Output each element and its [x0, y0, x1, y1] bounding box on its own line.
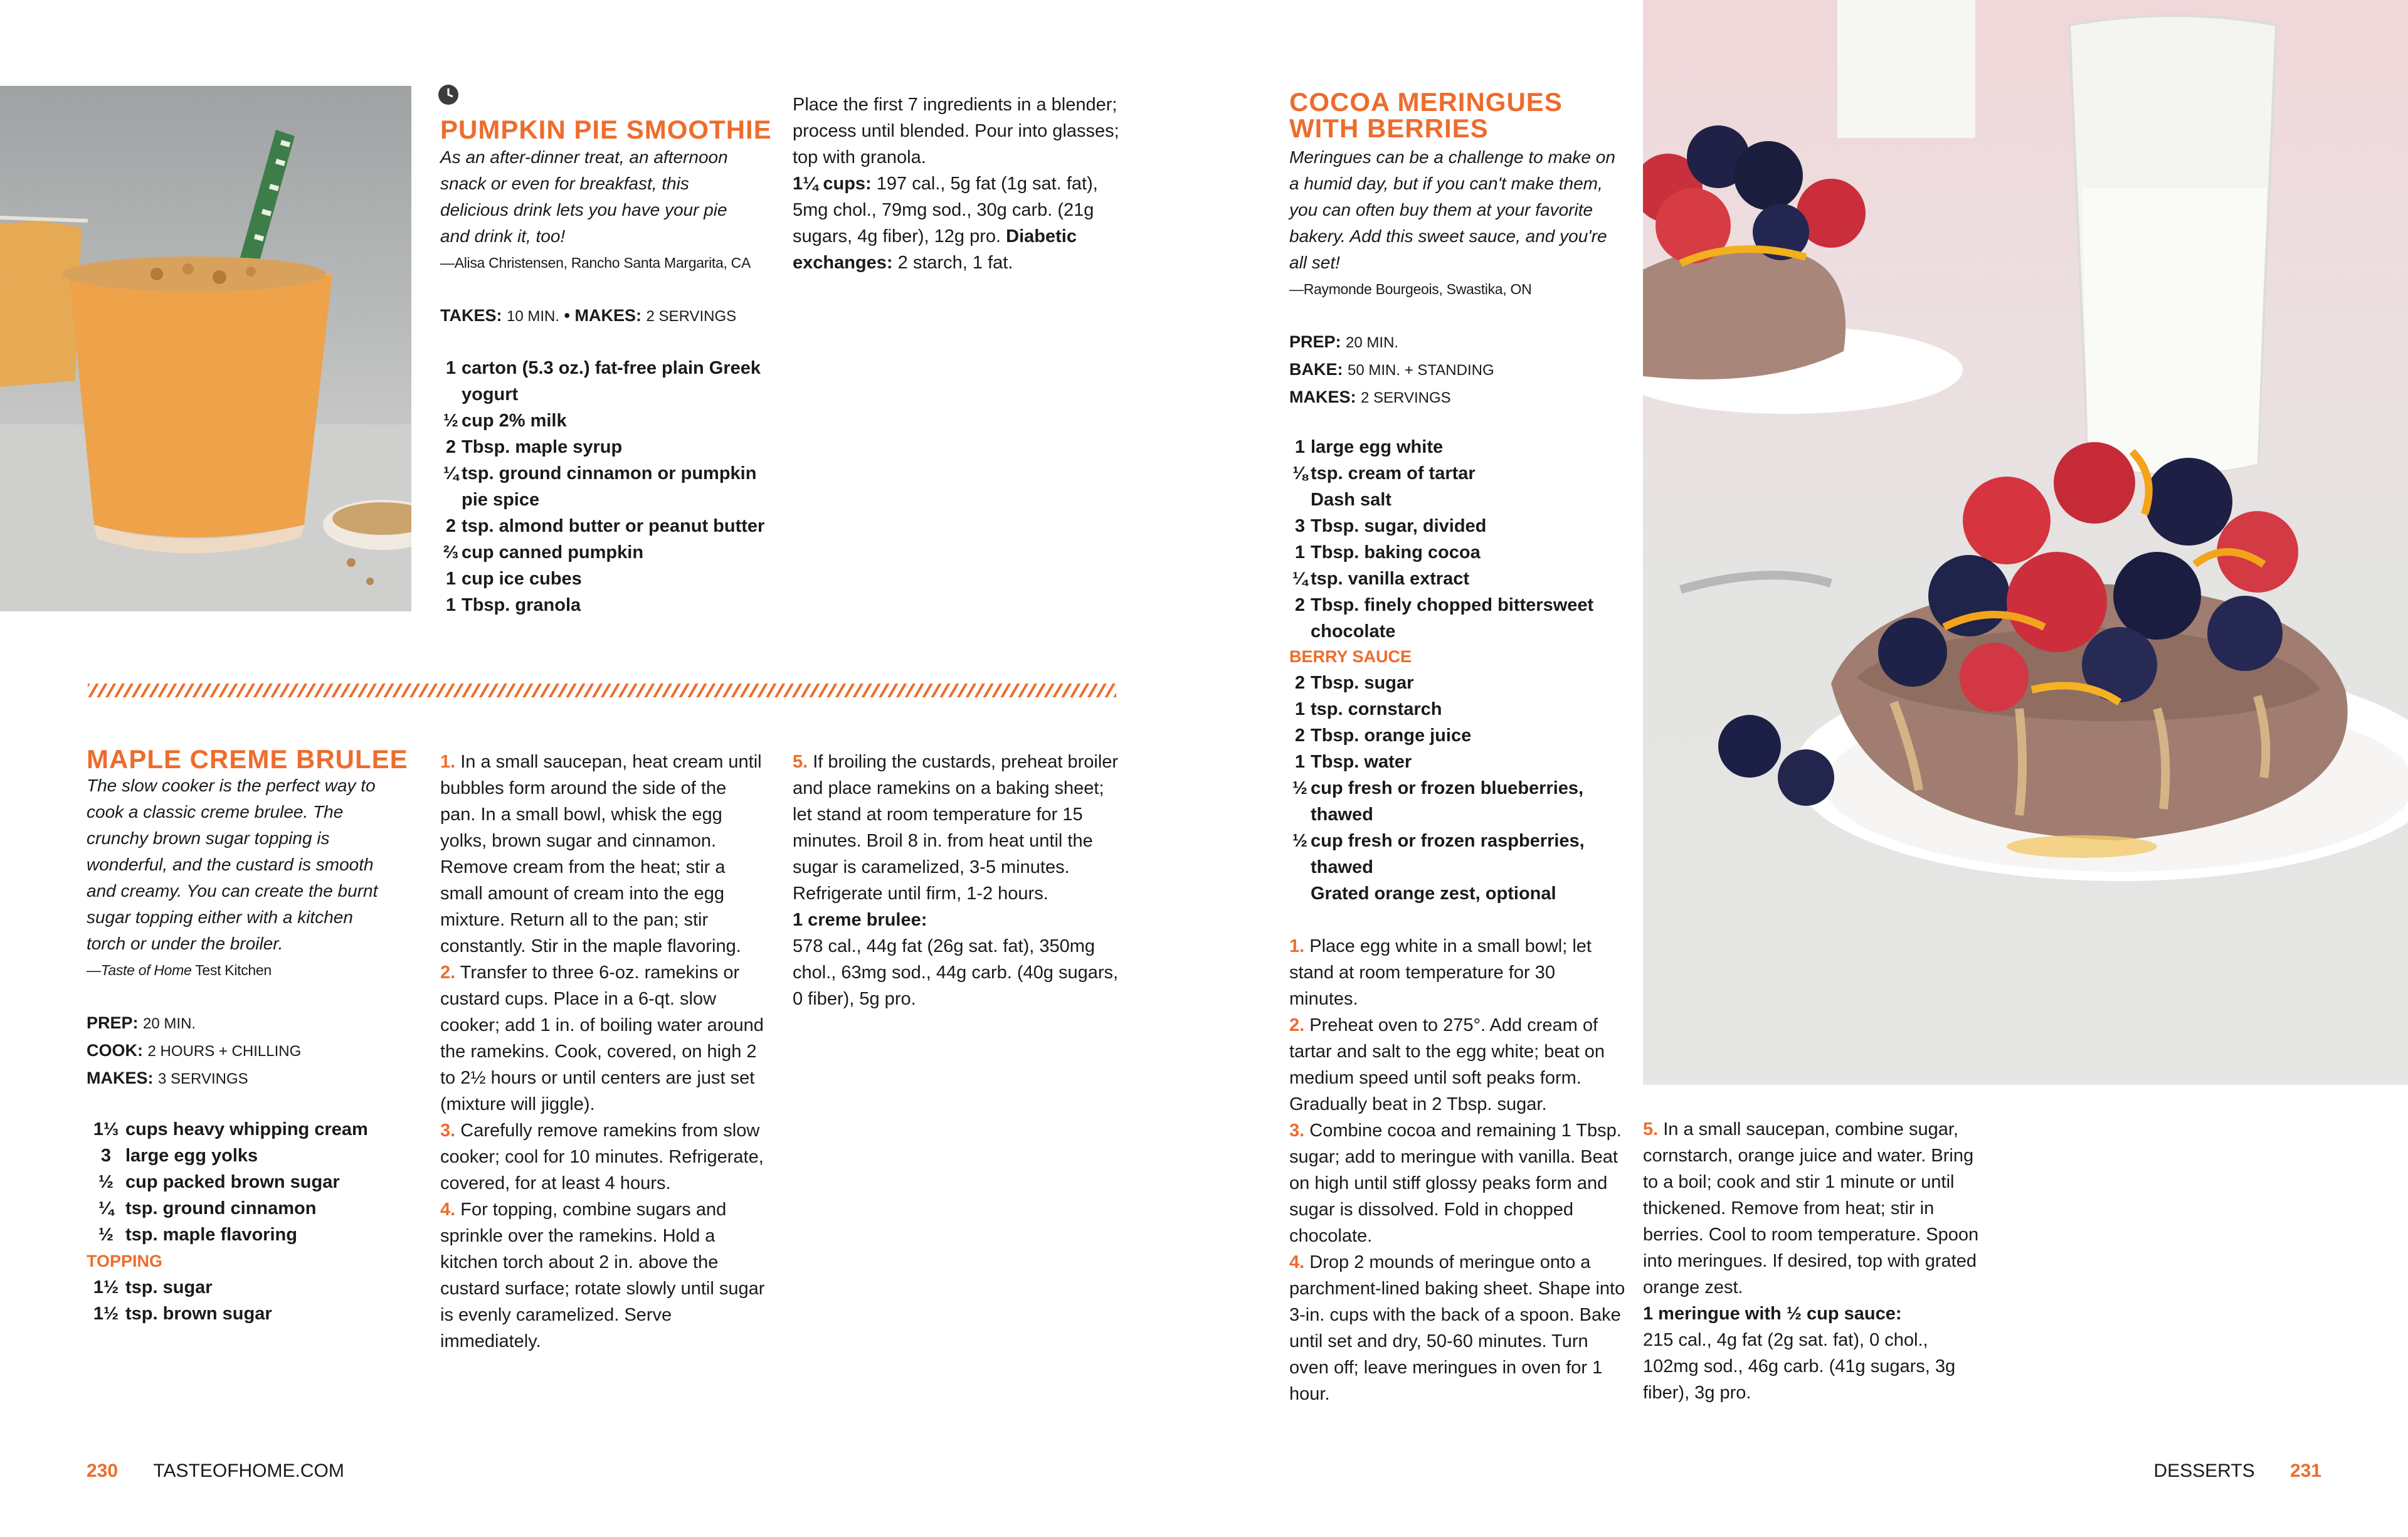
direction-step — [440, 749, 766, 959]
prep-label: PREP: — [1289, 332, 1341, 351]
prep-label: PREP: — [87, 1013, 139, 1032]
ingredient-text: Tbsp. granola — [462, 595, 581, 615]
ingredient-quantity — [1289, 487, 1311, 513]
ingredient-text: tsp. cornstarch — [1311, 699, 1442, 719]
ingredient-quantity: ¼ — [98, 1198, 114, 1218]
step-text: Drop 2 mounds of meringue onto a parchment-lined baking sheet. Shape into 3-in. cups with the back of a spoon. Bake until set and dry, 50-60 minutes. Turn oven off; leave meringues in oven for 1 hour. — [1289, 1252, 1625, 1404]
nutrition-text: 578 cal., 44g fat (26g sat. fat), 350mg chol., 63mg sod., 44g carb. (40g sugars, 0 fiber), 5g pro. — [793, 936, 1119, 1009]
makes-value: 2 SERVINGS — [1361, 389, 1451, 406]
ingredient-text: cup 2% milk — [462, 411, 567, 431]
topping-heading: TOPPING — [87, 1252, 163, 1270]
direction-step — [1289, 1117, 1628, 1249]
ingredient-text: Tbsp. sugar — [1311, 673, 1414, 693]
ingredient-text: Grated orange zest, optional — [1311, 884, 1556, 904]
ingredient-item — [440, 539, 766, 566]
step-text: Combine cocoa and remaining 1 Tbsp. sugar; add to meringue with vanilla. Beat on high until stiff glossy peaks form and sugar is dissolved. Fold in chopped chocolate. — [1289, 1121, 1622, 1246]
ingredient-item — [1289, 749, 1622, 775]
ingredient-item — [1289, 828, 1622, 880]
ingredient-text: Tbsp. maple syrup — [462, 437, 623, 457]
ingredient-quantity: 1 — [1294, 542, 1306, 563]
byline: —Raymonde Bourgeois, Swastika, ON — [1289, 281, 1532, 297]
ingredient-text: Tbsp. baking cocoa — [1311, 542, 1481, 563]
smoothie-illustration — [0, 86, 411, 611]
diabetic-text: 2 starch, 1 fat. — [897, 253, 1013, 273]
nutrition-label: 1 meringue with ½ cup sauce: — [1643, 1304, 1902, 1324]
ingredient-text: tsp. ground cinnamon or pumpkin pie spice — [462, 463, 757, 510]
ingredient-list-meringue — [1289, 434, 1622, 645]
ingredient-text: large egg yolks — [125, 1146, 258, 1166]
ingredient-text: large egg white — [1311, 437, 1444, 457]
step-text: Place egg white in a small bowl; let stand at room temperature for 30 minutes. — [1289, 936, 1592, 1009]
ingredient-quantity: 1 — [1294, 699, 1306, 719]
step-text: Preheat oven to 275°. Add cream of tartar and salt to the egg white; beat on medium speed until soft peaks form. Gradually beat in 2 Tbsp. sugar. — [1289, 1015, 1605, 1114]
nutrition-text: 215 cal., 4g fat (2g sat. fat), 0 chol., 102mg sod., 46g carb. (41g sugars, 3g fiber), 3g pro. — [1643, 1330, 1956, 1403]
direction-step — [440, 1196, 766, 1355]
ingredient-quantity: 1⅓ — [93, 1119, 119, 1139]
clock-icon — [438, 84, 459, 105]
step-text: In a small saucepan, heat cream until bubbles form around the side of the pan. In a small bowl, whisk the egg yolks, brown sugar and cinnamon. Remove cream from the heat; stir a small amount of cream into the egg mixture. Return all to the pan; stir constantly. Stir in the maple flavoring. — [440, 752, 762, 956]
direction-step — [1289, 1249, 1628, 1407]
meringue-illustration — [1643, 0, 2408, 1085]
ingredient-item — [1289, 539, 1622, 566]
nutrition-facts — [793, 907, 1119, 1012]
step-text: If broiling the custards, preheat broiler and place ramekins on a baking sheet; let stand at room temperature for 15 minutes. Broil 8 in. from heat until the sugar is caramelized, 3-5 minutes. Refrigerate until firm, 1-2 hours. — [793, 752, 1119, 904]
ingredient-quantity: 3 — [100, 1146, 112, 1166]
directions-meringue-col2 — [1643, 1116, 1982, 1406]
ingredient-quantity: 1 — [445, 595, 457, 615]
direction-step — [1643, 1116, 1982, 1301]
cook-label: COOK: — [87, 1041, 143, 1060]
intro-text: As an after-dinner treat, an afternoon snack or even for breakfast, this delicious drink lets you have your pie and drink it, too! — [440, 147, 728, 246]
ingredient-item — [87, 1116, 413, 1143]
site-name: TASTEOFHOME.COM — [153, 1460, 344, 1481]
ingredient-text: Dash salt — [1311, 490, 1391, 510]
makes-label: MAKES: — [574, 306, 642, 325]
byline — [87, 957, 381, 983]
nutrition-label: 1 creme brulee: — [793, 910, 927, 930]
ingredient-text: Tbsp. orange juice — [1311, 726, 1472, 746]
ingredient-quantity: 2 — [1294, 673, 1306, 693]
ingredient-quantity: 3 — [1294, 516, 1306, 536]
bake-value: 50 MIN. + STANDING — [1348, 362, 1494, 379]
ingredient-quantity: 2 — [1294, 726, 1306, 746]
meta-separator: • — [559, 306, 575, 325]
step-text: For topping, combine sugars and sprinkle over the ramekins. Hold a kitchen torch about 2 in. above the custard surface; rotate slowly until sugar is evenly caramelized. Serve immediately. — [440, 1200, 765, 1351]
ingredient-item — [87, 1169, 413, 1195]
takes-value: 10 MIN. — [507, 308, 560, 325]
title-line2: WITH BERRIES — [1289, 114, 1489, 143]
direction-step — [1289, 1012, 1628, 1117]
footer-right — [2153, 1459, 2321, 1484]
ingredient-quantity: ¼ — [443, 463, 459, 483]
berry-sauce-heading: BERRY SAUCE — [1289, 647, 1412, 666]
ingredient-item — [440, 434, 766, 460]
ingredient-text: tsp. almond butter or peanut butter — [462, 516, 765, 536]
smoothie-photo — [0, 86, 411, 611]
step-number: 3. — [440, 1121, 456, 1141]
ingredient-item — [440, 513, 766, 539]
ingredient-text: tsp. brown sugar — [125, 1304, 272, 1324]
direction-step — [440, 1117, 766, 1196]
ingredient-text: Tbsp. finely chopped bittersweet chocolate — [1311, 595, 1594, 642]
ingredient-item — [1289, 670, 1622, 696]
ingredient-text: cup packed brown sugar — [125, 1172, 340, 1192]
ingredient-quantity: 1½ — [93, 1277, 119, 1297]
section-name: DESSERTS — [2153, 1460, 2255, 1481]
recipe-title-brulee: MAPLE CREME BRULEE — [87, 744, 408, 774]
ingredient-list-sauce — [1289, 670, 1622, 907]
intro-text: The slow cooker is the perfect way to cook a classic creme brulee. The crunchy brown sugar topping is wonderful, and the custard is smooth and creamy. You can create the burnt sugar topping either with a kitchen torch or under the broiler. — [87, 776, 378, 953]
ingredient-quantity — [1289, 880, 1311, 907]
recipe-title-pumpkin: PUMPKIN PIE SMOOTHIE — [440, 115, 772, 144]
step-text: Carefully remove ramekins from slow cooker; cool for 10 minutes. Refrigerate, covered, for at least 4 hours. — [440, 1121, 764, 1193]
directions-brulee-col1 — [440, 749, 766, 1355]
byline-brand: —Taste of Home — [87, 962, 192, 978]
ingredient-quantity: ½ — [98, 1172, 114, 1192]
ingredient-text: cup fresh or frozen raspberries, thawed — [1311, 831, 1585, 877]
ingredient-quantity: 1 — [1294, 437, 1306, 457]
ingredient-item — [1289, 696, 1622, 722]
ingredient-quantity: ⅔ — [443, 542, 459, 563]
ingredient-quantity: 1 — [445, 358, 457, 378]
directions-text: Place the first 7 ingredients in a blender; process until blended. Pour into glasses; top with granola. — [793, 95, 1119, 167]
step-number: 4. — [1289, 1252, 1305, 1272]
directions-meringue-col1 — [1289, 933, 1628, 1407]
step-number: 1. — [1289, 936, 1305, 956]
ingredient-text: cup canned pumpkin — [462, 542, 644, 563]
ingredient-item — [1289, 513, 1622, 539]
ingredient-item — [1289, 592, 1622, 645]
step-number: 2. — [1289, 1015, 1305, 1035]
nutrition-facts — [1643, 1301, 1982, 1406]
cook-value: 2 HOURS + CHILLING — [147, 1043, 302, 1060]
page-number-left: 230 — [87, 1460, 119, 1481]
ingredient-item — [1289, 775, 1622, 828]
ingredient-quantity: 1 — [1294, 752, 1306, 772]
ingredient-item — [1289, 566, 1622, 592]
ingredient-text: cups heavy whipping cream — [125, 1119, 368, 1139]
ingredient-quantity: 2 — [1294, 595, 1306, 615]
ingredient-item — [87, 1143, 413, 1169]
byline-rest: Test Kitchen — [191, 962, 272, 978]
ingredient-item — [87, 1301, 413, 1327]
ingredient-text: tsp. vanilla extract — [1311, 569, 1470, 589]
step-number: 5. — [1643, 1119, 1659, 1139]
ingredient-text: Tbsp. sugar, divided — [1311, 516, 1487, 536]
ingredient-item — [440, 355, 766, 408]
recipe-meta-meringue — [1289, 329, 1494, 411]
ingredient-text: tsp. maple flavoring — [125, 1225, 297, 1245]
step-number: 3. — [1289, 1121, 1305, 1141]
ingredient-list-brulee — [87, 1116, 413, 1248]
ingredient-quantity: ¼ — [1292, 569, 1308, 589]
directions-brulee-col2 — [793, 749, 1119, 1012]
footer-left — [87, 1459, 344, 1484]
ingredient-text: cup ice cubes — [462, 569, 582, 589]
recipe-intro-pumpkin — [440, 144, 760, 276]
ingredient-item — [440, 592, 766, 618]
direction-step — [440, 959, 766, 1117]
recipe-intro-brulee — [87, 773, 381, 983]
step-number: 5. — [793, 752, 808, 772]
nutrition-text: 197 cal., 5g fat (1g sat. fat), 5mg chol., 79mg sod., 30g carb. (21g sugars, 4g fiber), 12g pro. — [793, 174, 1098, 246]
section-divider — [88, 684, 1116, 697]
ingredient-text: cup fresh or frozen blueberries, thawed — [1311, 778, 1584, 825]
ingredient-item — [87, 1274, 413, 1301]
ingredient-quantity: ⅛ — [1292, 463, 1308, 483]
meringue-photo — [1643, 0, 2408, 1085]
diabetic-label: Diabetic exchanges: — [793, 226, 1077, 273]
ingredient-item — [1289, 487, 1622, 513]
ingredient-item — [1289, 434, 1622, 460]
makes-value: 2 SERVINGS — [646, 308, 737, 325]
ingredient-item — [440, 566, 766, 592]
ingredient-quantity: 2 — [445, 516, 457, 536]
title-line1: COCOA MERINGUES — [1289, 87, 1563, 117]
makes-label: MAKES: — [87, 1069, 154, 1087]
takes-label: TAKES: — [440, 306, 502, 325]
ingredient-item — [440, 460, 766, 513]
step-number: 2. — [440, 963, 456, 983]
ingredient-text: carton (5.3 oz.) fat-free plain Greek yogurt — [462, 358, 761, 404]
ingredient-quantity: 2 — [445, 437, 457, 457]
ingredient-quantity: ½ — [443, 411, 459, 431]
prep-value: 20 MIN. — [1346, 334, 1399, 351]
ingredient-item — [440, 408, 766, 434]
recipe-title-meringue — [1289, 89, 1563, 142]
ingredient-text: Tbsp. water — [1311, 752, 1412, 772]
makes-label: MAKES: — [1289, 388, 1356, 406]
ingredient-item — [87, 1195, 413, 1222]
ingredient-text: tsp. ground cinnamon — [125, 1198, 317, 1218]
step-text: Transfer to three 6-oz. ramekins or custard cups. Place in a 6-qt. slow cooker; add 1 in. of boiling water around the ramekins. Cook, covered, on high 2 to 2½ hours or until centers are just set (mixture will jiggle). — [440, 963, 764, 1114]
ingredient-quantity: ½ — [1292, 831, 1308, 851]
step-number: 4. — [440, 1200, 456, 1220]
nutrition-label: 1¼ cups: — [793, 174, 872, 194]
ingredient-item — [1289, 880, 1622, 907]
step-text: In a small saucepan, combine sugar, cornstarch, orange juice and water. Bring to a boil; cook and stir 1 minute or until thickened. Remove from heat; stir in berries. Cool to room temperature. Spoon into meringues. If desired, top with grated orange zest. — [1643, 1119, 1979, 1297]
directions-pumpkin — [793, 92, 1131, 276]
direction-step — [1289, 933, 1628, 1012]
ingredient-quantity: 1½ — [93, 1304, 119, 1324]
ingredient-item — [1289, 460, 1622, 487]
page-number-right: 231 — [2289, 1460, 2321, 1481]
makes-value: 3 SERVINGS — [158, 1070, 248, 1087]
ingredient-list-topping — [87, 1274, 413, 1327]
ingredient-item — [87, 1222, 413, 1248]
intro-text: Meringues can be a challenge to make on a humid day, but if you can't make them, you can often buy them at your favorite bakery. Add this sweet sauce, and you're all set! — [1289, 147, 1615, 272]
ingredient-text: tsp. sugar — [125, 1277, 213, 1297]
step-number: 1. — [440, 752, 456, 772]
ingredient-quantity: ½ — [1292, 778, 1308, 798]
ingredient-quantity: 1 — [445, 569, 457, 589]
recipe-intro-meringue — [1289, 144, 1622, 302]
prep-value: 20 MIN. — [143, 1015, 196, 1032]
ingredient-list-pumpkin — [440, 355, 766, 618]
byline: —Alisa Christensen, Rancho Santa Margarita, CA — [440, 255, 751, 271]
direction-step — [793, 749, 1119, 907]
bake-label: BAKE: — [1289, 360, 1343, 379]
ingredient-item — [1289, 722, 1622, 749]
ingredient-text: tsp. cream of tartar — [1311, 463, 1476, 483]
recipe-meta-brulee — [87, 1010, 301, 1092]
nutrition-pumpkin — [793, 171, 1131, 276]
ingredient-quantity: ½ — [98, 1225, 114, 1245]
recipe-meta-pumpkin — [440, 302, 736, 330]
